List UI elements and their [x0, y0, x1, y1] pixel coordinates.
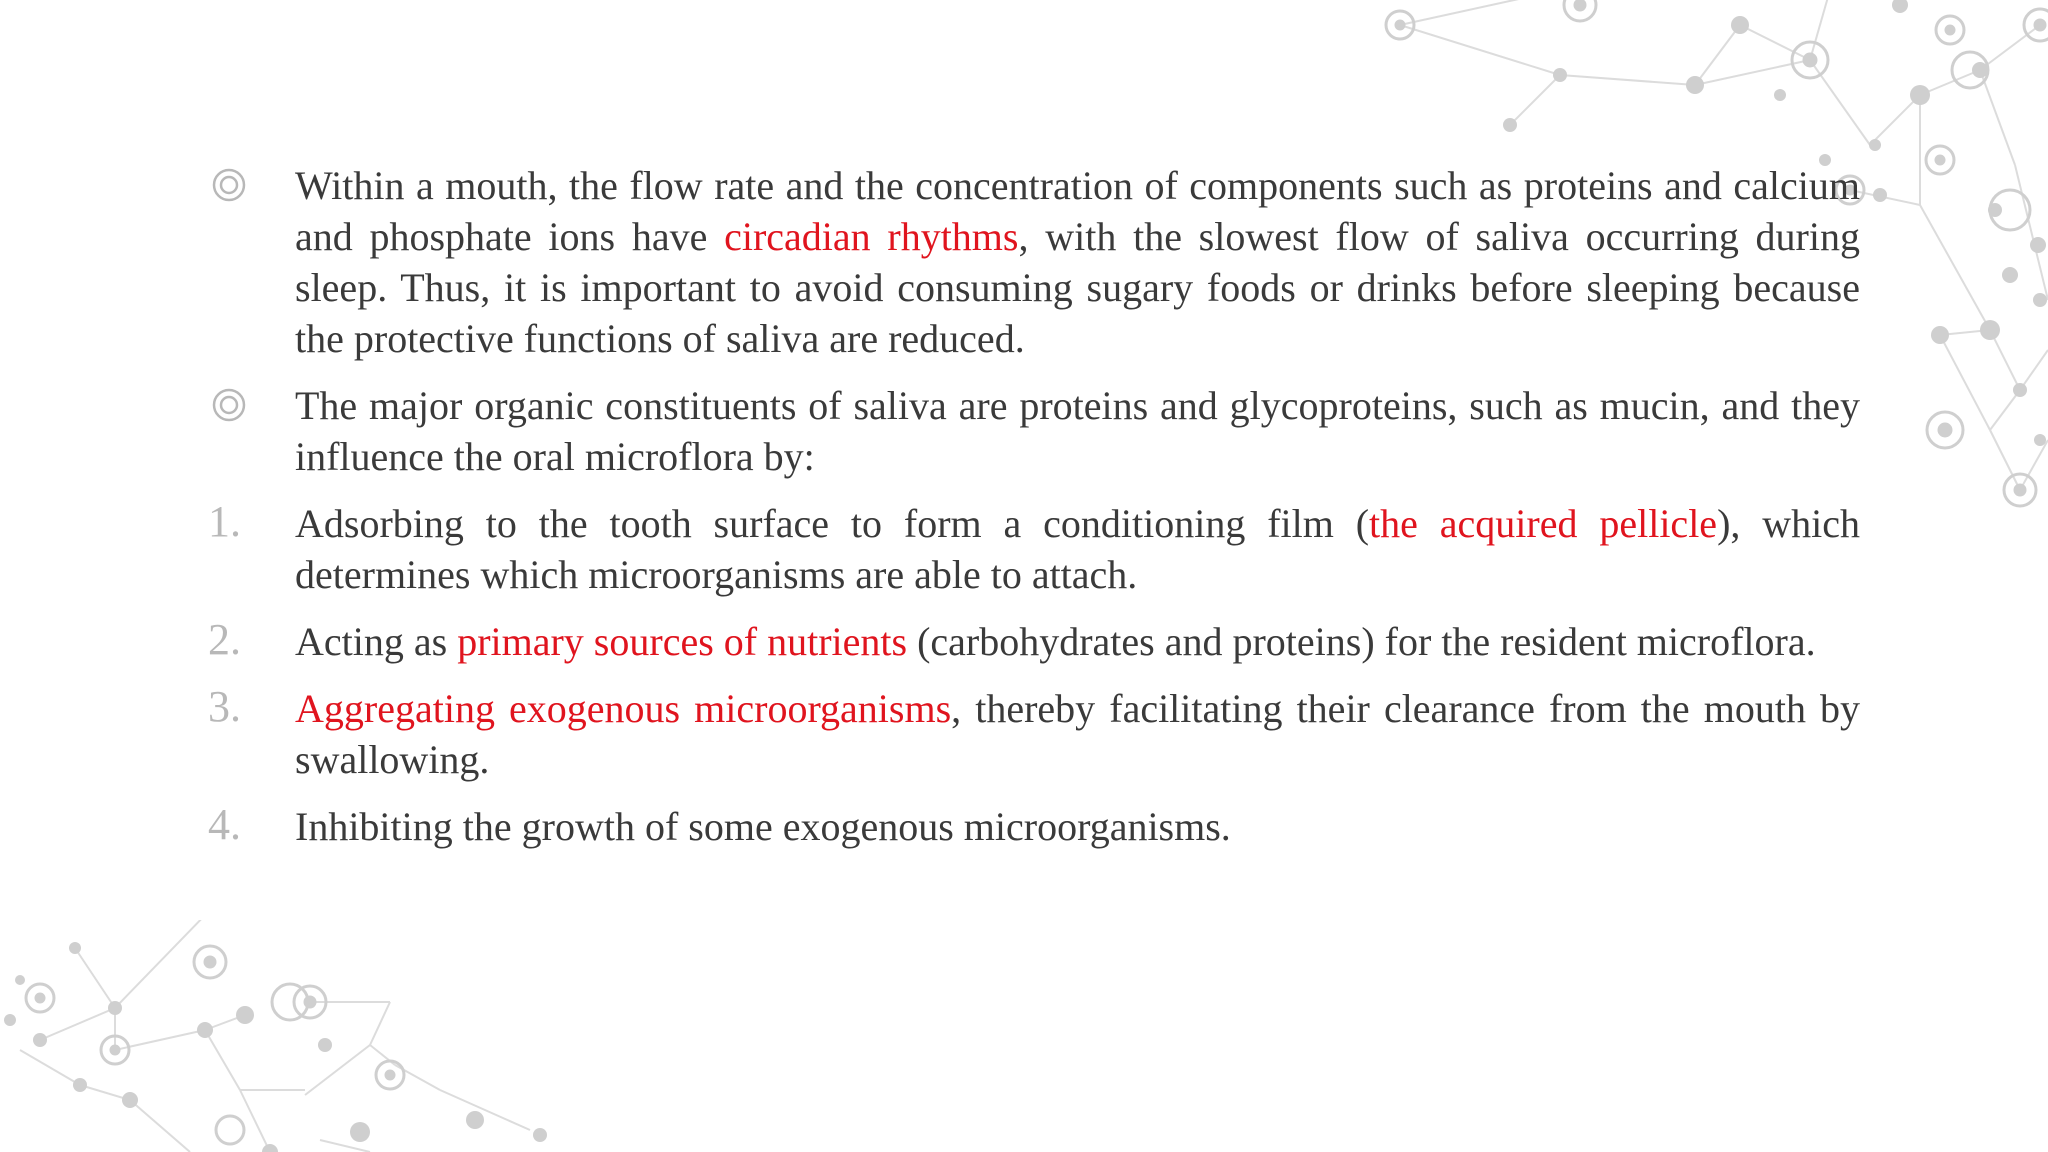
molecule-network-icon — [0, 920, 600, 1152]
text-segment: (carbohydrates and proteins) for the resident microflora. — [907, 619, 1816, 664]
list-number-text: 2. — [208, 615, 241, 664]
list-number-text: 1. — [208, 497, 241, 546]
numbered-item-4 — [200, 801, 1860, 852]
text-segment: ), which determines which microorganisms are able to attach. — [295, 501, 1861, 597]
text-segment: , with the slowest flow of saliva occurring during sleep. Thus, it is important to avoid consuming sugary foods or drinks before sleeping because the protective functions of saliva are reduced. — [295, 214, 1860, 361]
double-ring-bullet-icon — [212, 168, 246, 202]
list-number-text: 4. — [208, 800, 241, 849]
text-segment: Adsorbing to the tooth surface to form a conditioning film ( — [295, 501, 1370, 546]
numbered-item-2 — [200, 616, 1860, 667]
highlight-text: primary sources of nutrients — [457, 619, 908, 664]
item-text — [295, 683, 1860, 785]
text-segment: Inhibiting the growth of some exogenous microorganisms. — [295, 804, 1231, 849]
item-text — [295, 380, 1860, 482]
highlight-text: the acquired pellicle — [1369, 501, 1718, 546]
highlight-text: circadian rhythms — [724, 214, 1019, 259]
double-ring-bullet-icon — [212, 388, 246, 422]
bullet-item-organic-constituents — [200, 380, 1860, 482]
text-segment: , thereby facilitating their clearance from the mouth by swallowing. — [295, 686, 1861, 782]
item-text — [295, 160, 1860, 364]
item-text — [295, 498, 1860, 600]
numbered-item-3 — [200, 683, 1860, 785]
numbered-item-1 — [200, 498, 1860, 600]
text-segment: Acting as — [295, 619, 458, 664]
text-segment: The major organic constituents of saliva are proteins and glycoproteins, such as mucin, and they influence the oral microflora by: — [295, 383, 1860, 479]
item-text — [295, 616, 1860, 667]
text-segment: Within a mouth, the flow rate and the concentration of components such as proteins and calcium and phosphate ions have — [295, 163, 1860, 259]
bullet-item-circadian — [200, 160, 1860, 364]
list-number-text: 3. — [208, 682, 241, 731]
slide-content — [200, 160, 1860, 868]
highlight-text: Aggregating exogenous microorganisms — [295, 686, 952, 731]
item-text — [295, 801, 1860, 852]
